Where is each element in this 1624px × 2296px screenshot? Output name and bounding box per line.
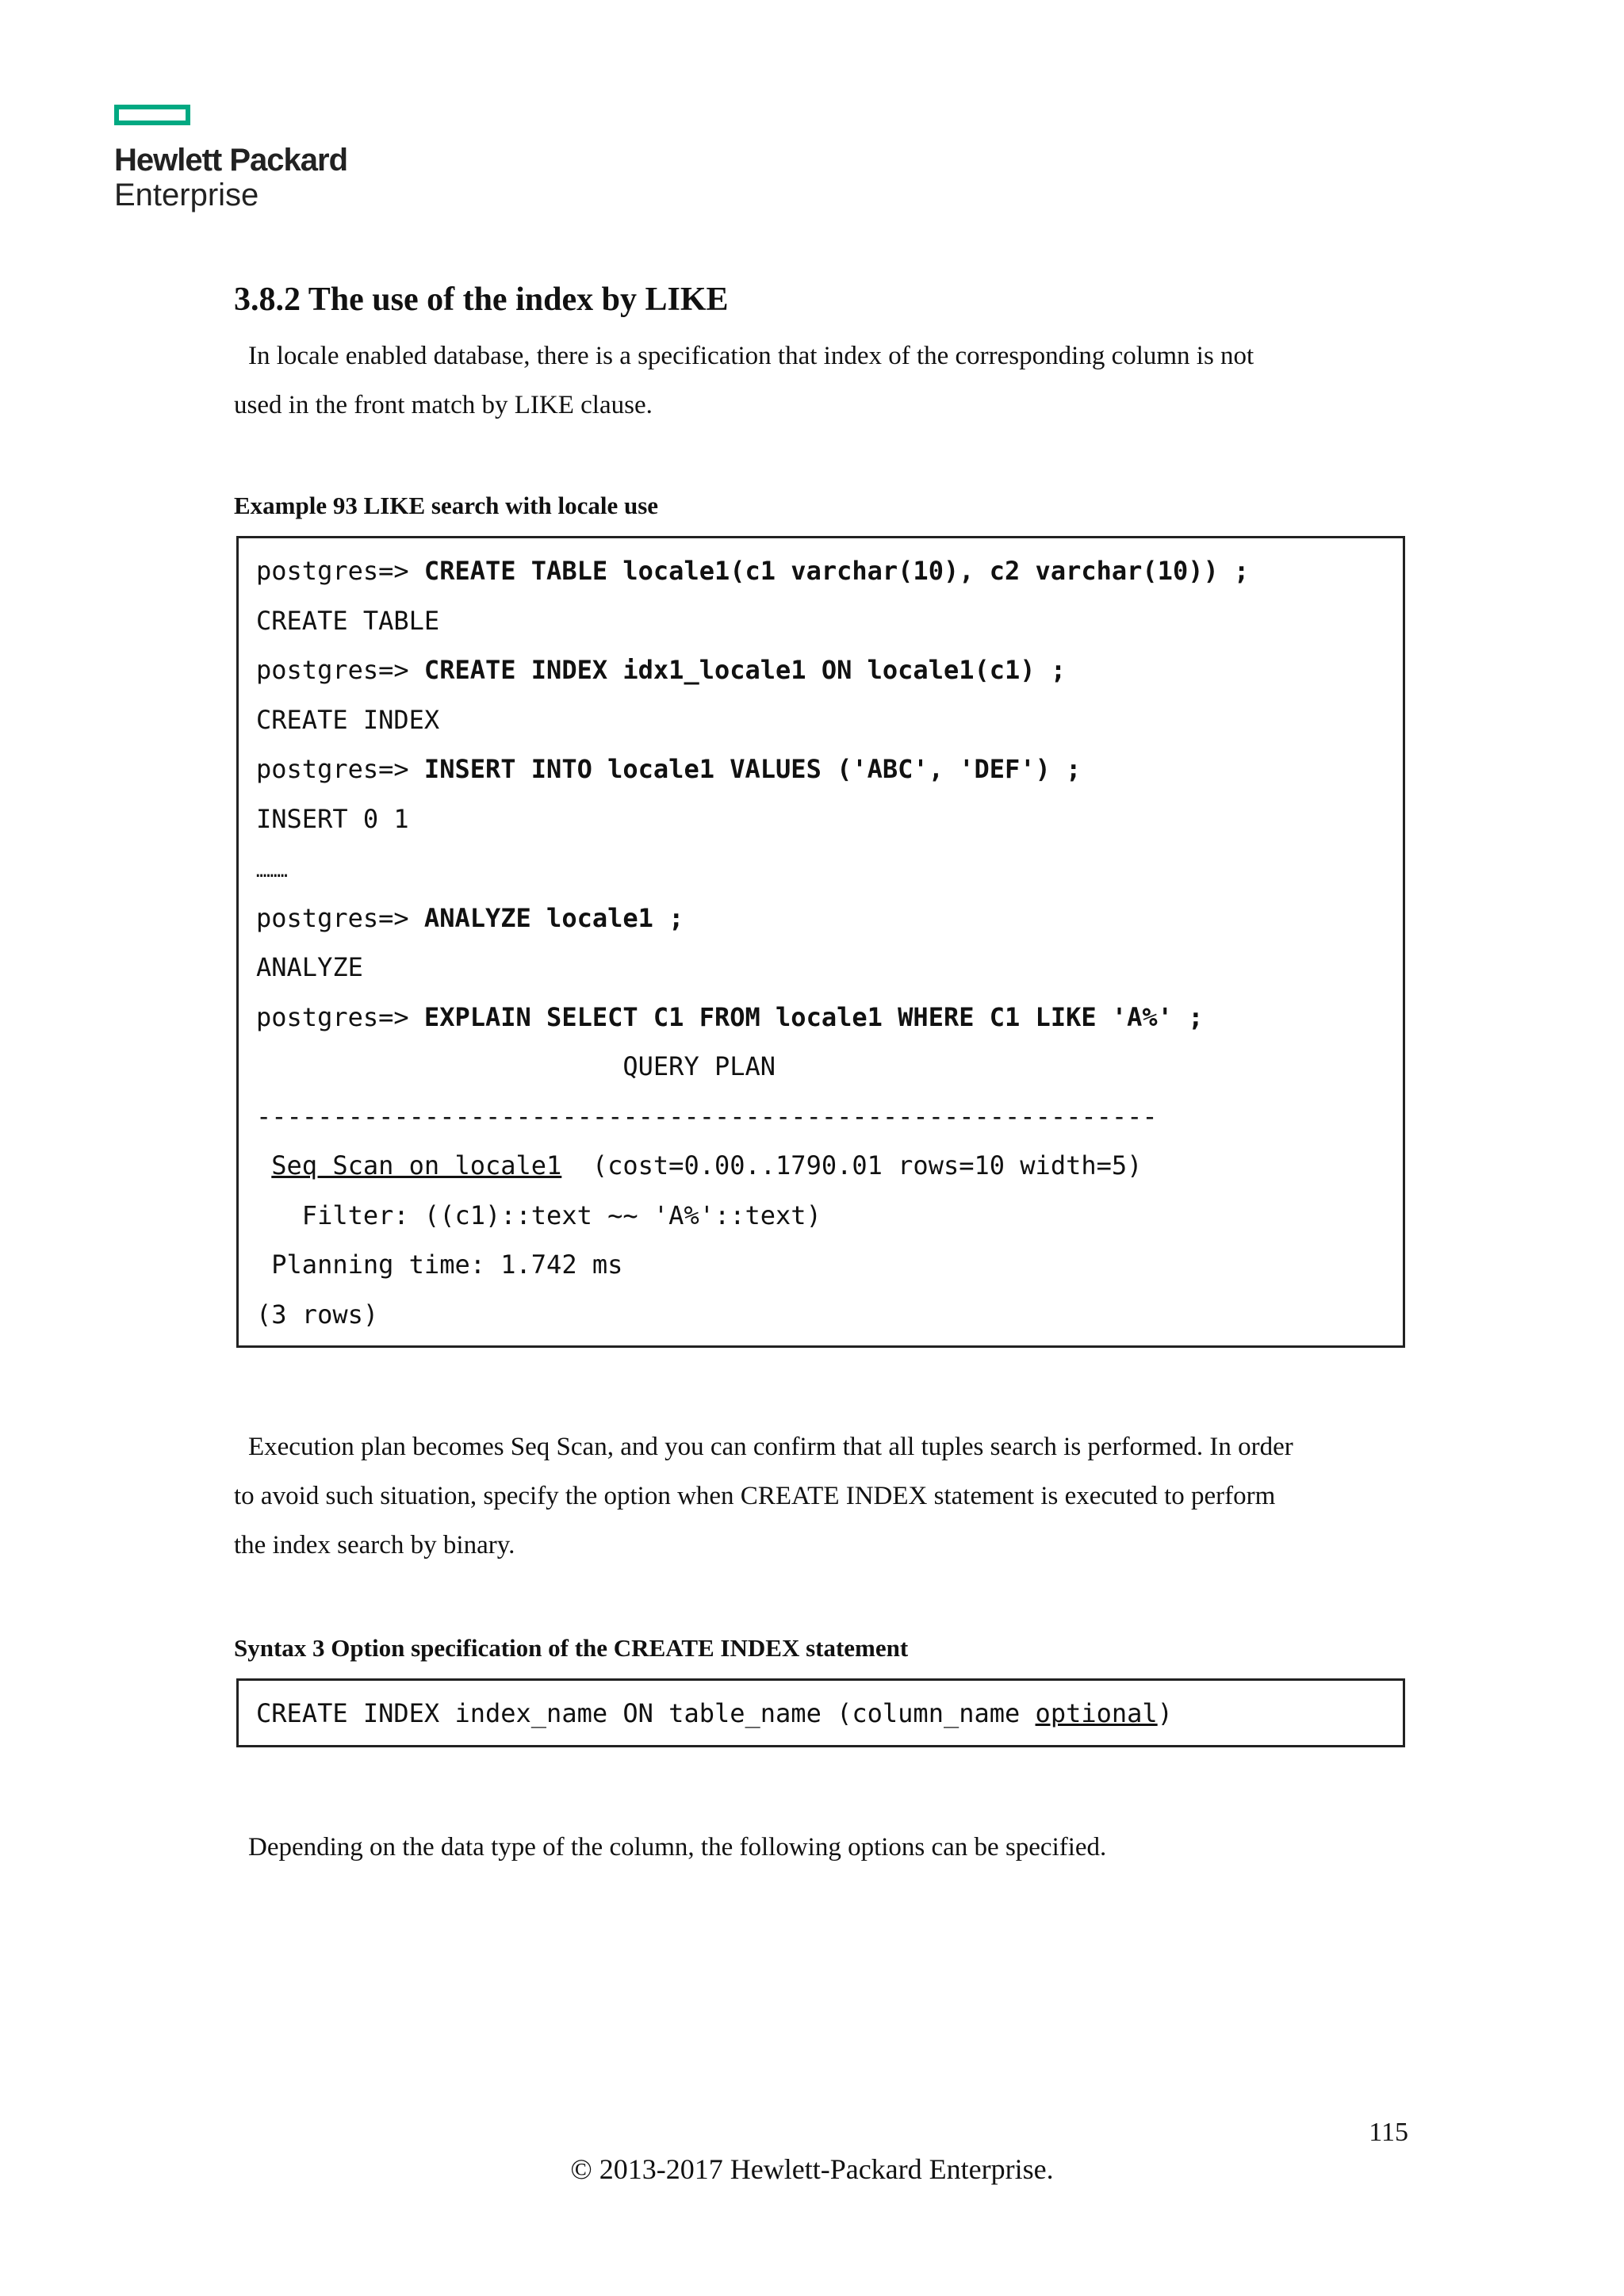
intro-line-1: In locale enabled database, there is a specification that index of the corresponding column is not	[248, 342, 1254, 370]
section-title: 3.8.2 The use of the index by LIKE	[234, 281, 729, 318]
example-code-block	[236, 536, 1405, 1348]
body2-line-1: Execution plan becomes Seq Scan, and you can confirm that all tuples search is performed. In order	[248, 1433, 1293, 1461]
page-number: 115	[1369, 2118, 1408, 2147]
code-line: postgres=> EXPLAIN SELECT C1 FROM locale1 WHERE C1 LIKE 'A%' ;	[256, 1001, 1204, 1032]
code-line: CREATE TABLE	[256, 605, 440, 636]
code-line: ANALYZE	[256, 952, 363, 982]
code-line: Filter: ((c1)::text ~~ 'A%'::text)	[256, 1200, 822, 1230]
code-line: postgres=> CREATE TABLE locale1(c1 varchar(10), c2 varchar(10)) ;	[256, 556, 1250, 586]
example-caption: Example 93 LIKE search with locale use	[234, 492, 659, 519]
syntax-caption: Syntax 3 Option specification of the CREATE INDEX statement	[234, 1634, 909, 1662]
code-line: postgres=> ANALYZE locale1 ;	[256, 902, 684, 933]
code-line: CREATE INDEX index_name ON table_name (column_name optional)	[256, 1698, 1173, 1728]
syntax-code-block	[236, 1678, 1405, 1747]
code-line: CREATE INDEX	[256, 704, 440, 735]
code-line: Planning time: 1.742 ms	[256, 1249, 623, 1280]
code-line: postgres=> INSERT INTO locale1 VALUES ('ABC', 'DEF') ;	[256, 754, 1082, 784]
options-paragraph	[234, 1823, 1406, 1872]
logo-text-line1: Hewlett Packard	[114, 143, 348, 178]
copyright-footer: © 2013-2017 Hewlett-Packard Enterprise.	[570, 2153, 1054, 2185]
intro-line-2: used in the front match by LIKE clause.	[234, 391, 653, 419]
execution-plan-paragraph	[234, 1422, 1406, 1570]
company-logo	[114, 105, 347, 212]
body2-line-2: to avoid such situation, specify the option when CREATE INDEX statement is executed to perform	[234, 1482, 1276, 1510]
body3-line-1: Depending on the data type of the column, the following options can be specified.	[248, 1833, 1107, 1862]
code-line: postgres=> CREATE INDEX idx1_locale1 ON locale1(c1) ;	[256, 655, 1067, 685]
logo-text-line2: Enterprise	[114, 178, 259, 212]
code-line: QUERY PLAN	[256, 1051, 776, 1081]
code-line: -----------------------------------------------------------	[256, 1100, 1158, 1131]
body2-line-3: the index search by binary.	[234, 1531, 515, 1559]
code-line: INSERT 0 1	[256, 803, 409, 834]
intro-paragraph	[234, 331, 1406, 430]
logo-mark-icon	[114, 105, 190, 125]
code-line: Seq Scan on locale1 (cost=0.00..1790.01 rows=10 width=5)	[271, 1150, 1143, 1181]
code-line: (3 rows)	[256, 1299, 379, 1330]
code-line: ………	[256, 862, 288, 882]
